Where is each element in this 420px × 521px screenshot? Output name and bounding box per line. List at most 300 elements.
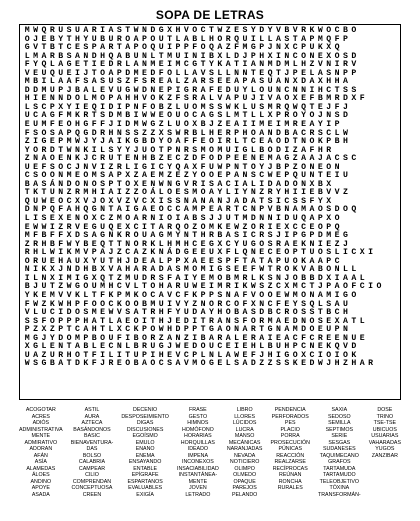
grid-letter: O (292, 308, 298, 318)
grid-letter: N (108, 231, 114, 241)
grid-letter: P (116, 171, 122, 181)
grid-letter: L (250, 111, 256, 121)
grid-letter: T (108, 239, 114, 249)
grid-letter: N (250, 248, 256, 258)
grid-letter: E (24, 120, 30, 130)
grid-letter: B (141, 299, 147, 309)
word-column (227, 407, 263, 513)
grid-letter: S (292, 196, 298, 206)
grid-letter: F (250, 350, 256, 360)
grid-letter: I (24, 273, 30, 283)
grid-letter: X (301, 350, 307, 360)
grid-letter: D (66, 308, 72, 318)
grid-letter: C (292, 51, 298, 61)
grid-letter: J (317, 282, 323, 292)
grid-letter: I (100, 188, 106, 198)
grid-letter: X (217, 239, 223, 249)
grid-letter: D (24, 85, 30, 95)
grid-letter: S (100, 111, 106, 121)
grid-letter: I (208, 265, 214, 275)
grid-letter: R (326, 145, 332, 155)
grid-letter: O (225, 325, 231, 335)
grid-letter: N (150, 214, 156, 224)
grid-letter: P (141, 350, 147, 360)
grid-letter: T (108, 205, 114, 215)
grid-letter: Z (342, 359, 348, 369)
word-list-item: PROSECUCIÓN (270, 439, 310, 446)
grid-letter: Q (100, 239, 106, 249)
grid-letter: U (108, 154, 114, 164)
grid-letter: W (33, 299, 39, 309)
grid-letter: M (66, 111, 72, 121)
word-list-item: ESPARTANOS (127, 478, 163, 485)
grid-letter: I (74, 273, 80, 283)
grid-letter: M (91, 171, 97, 181)
grid-letter: A (267, 256, 273, 266)
grid-letter: B (24, 179, 30, 189)
grid-letter: N (275, 85, 281, 95)
grid-letter: Z (259, 359, 265, 369)
grid-letter: I (183, 273, 189, 283)
grid-letter: N (183, 231, 189, 241)
word-list-item: BIENAVENTURA- (70, 439, 114, 446)
grid-letter: N (175, 333, 181, 343)
grid-letter: H (66, 350, 72, 360)
word-list-item: ENEMA (135, 452, 155, 459)
grid-letter: B (150, 154, 156, 164)
grid-letter: O (125, 214, 131, 224)
grid-letter: A (192, 68, 198, 78)
word-list-item: ASTIL (84, 407, 100, 413)
grid-letter: N (275, 273, 281, 283)
grid-letter: L (234, 333, 240, 343)
grid-letter: H (334, 77, 340, 87)
grid-letter: A (309, 265, 315, 275)
word-column (121, 407, 169, 513)
grid-letter: E (267, 120, 273, 130)
grid-letter: H (74, 205, 80, 215)
grid-letter: F (58, 239, 64, 249)
grid-letter: I (217, 137, 223, 147)
grid-letter: L (49, 77, 55, 87)
grid-letter: I (284, 145, 290, 155)
grid-letter: O (309, 316, 315, 326)
word-list-item: UBICUOS (372, 426, 397, 433)
grid-letter: N (83, 179, 89, 189)
grid-letter: J (100, 137, 106, 147)
grid-letter: K (326, 342, 332, 352)
grid-letter: H (74, 120, 80, 130)
grid-letter: Z (24, 154, 30, 164)
grid-letter: X (150, 196, 156, 206)
grid-letter: X (24, 342, 30, 352)
grid-letter: O (309, 325, 315, 335)
grid-letter: L (158, 256, 164, 266)
grid-letter: M (242, 214, 248, 224)
grid-letter: E (217, 85, 223, 95)
grid-letter: I (234, 282, 240, 292)
grid-letter: U (183, 102, 189, 112)
grid-letter: R (334, 94, 340, 104)
grid-letter: L (33, 273, 39, 283)
grid-letter: J (317, 111, 323, 121)
grid-letter: X (192, 120, 198, 130)
grid-letter: D (275, 60, 281, 70)
grid-letter: A (275, 94, 281, 104)
grid-letter: E (301, 120, 307, 130)
grid-letter: I (33, 94, 39, 104)
grid-letter: K (116, 299, 122, 309)
word-list-item: TRANSFORMÁN- (317, 491, 361, 498)
grid-letter: D (192, 342, 198, 352)
grid-letter: E (175, 316, 181, 326)
grid-letter: R (58, 350, 64, 360)
word-list-item: ADIÓS (32, 420, 50, 426)
grid-letter: M (284, 120, 290, 130)
grid-letter: S (326, 299, 332, 309)
grid-letter: E (33, 68, 39, 78)
grid-letter: E (259, 248, 265, 258)
grid-letter: N (301, 316, 307, 326)
grid-letter: H (108, 282, 114, 292)
grid-letter: N (33, 154, 39, 164)
grid-letter: I (33, 214, 39, 224)
grid-letter: Q (41, 26, 47, 35)
grid-letter: N (225, 316, 231, 326)
grid-letter: C (175, 290, 181, 300)
grid-letter: R (33, 239, 39, 249)
grid-letter: A (200, 85, 206, 95)
grid-letter: A (41, 111, 47, 121)
grid-letter: D (49, 145, 55, 155)
grid-letter: Y (58, 34, 64, 44)
word-list-item: USUARIAS (371, 433, 399, 439)
grid-letter: L (250, 145, 256, 155)
grid-letter: J (342, 239, 348, 249)
grid-letter: O (49, 154, 55, 164)
grid-letter: D (275, 128, 281, 138)
grid-letter: T (24, 188, 30, 198)
grid-letter: Y (317, 120, 323, 130)
grid-letter: N (83, 51, 89, 61)
grid-letter: X (41, 325, 47, 335)
grid-letter: O (66, 333, 72, 343)
grid-letter: E (208, 205, 214, 215)
grid-letter: L (125, 162, 131, 172)
grid-letter: M (292, 282, 298, 292)
grid-letter: Q (309, 299, 315, 309)
grid-letter: R (150, 77, 156, 87)
grid-letter: Q (108, 222, 114, 232)
grid-letter: E (317, 162, 323, 172)
grid-letter: E (234, 26, 240, 35)
grid-letter: B (49, 359, 55, 369)
grid-letter: V (200, 68, 206, 78)
grid-letter: Y (125, 145, 131, 155)
grid-letter: O (208, 154, 214, 164)
grid-letter: A (225, 60, 231, 70)
grid-letter: A (351, 273, 357, 283)
grid-letter: G (301, 231, 307, 241)
grid-letter: P (192, 325, 198, 335)
grid-letter: E (158, 85, 164, 95)
word-list-item: OPAQUE (233, 478, 256, 485)
grid-letter: X (192, 162, 198, 172)
grid-letter: C (217, 342, 223, 352)
grid-letter: Y (250, 26, 256, 35)
grid-letter: F (91, 350, 97, 360)
grid-letter: E (326, 239, 332, 249)
grid-letter: A (183, 205, 189, 215)
grid-letter: O (183, 120, 189, 130)
grid-letter: L (292, 60, 298, 70)
word-list-item: PLACIO (280, 426, 300, 433)
grid-letter: V (133, 196, 139, 206)
grid-letter: D (33, 85, 39, 95)
word-list-item: ASÍA (34, 459, 47, 465)
grid-letter: I (275, 51, 281, 61)
grid-letter: G (83, 273, 89, 283)
grid-letter: A (242, 308, 248, 318)
grid-letter: O (334, 51, 340, 61)
grid-letter: K (125, 137, 131, 147)
grid-letter: G (133, 205, 139, 215)
grid-letter: W (33, 26, 39, 35)
grid-letter: X (284, 282, 290, 292)
grid-letter: P (225, 154, 231, 164)
grid-letter: F (242, 316, 248, 326)
grid-letter: W (317, 359, 323, 369)
grid-letter: O (74, 94, 80, 104)
grid-letter: S (192, 145, 198, 155)
grid-letter: Z (259, 188, 265, 198)
word-list-item: NARANJADAS (226, 446, 263, 452)
grid-letter: O (326, 162, 332, 172)
grid-letter: E (225, 77, 231, 87)
grid-letter: S (275, 359, 281, 369)
grid-letter: V (334, 188, 340, 198)
grid-letter: H (200, 231, 206, 241)
grid-letter: E (284, 316, 290, 326)
grid-letter: Z (41, 299, 47, 309)
grid-letter: D (91, 128, 97, 138)
grid-letter: U (24, 111, 30, 121)
grid-letter: K (116, 231, 122, 241)
grid-letter: G (183, 85, 189, 95)
grid-letter: O (167, 214, 173, 224)
grid-letter: O (292, 350, 298, 360)
grid-letter: R (301, 26, 307, 35)
grid-letter: E (242, 350, 248, 360)
grid-letter: E (292, 239, 298, 249)
grid-letter: D (141, 85, 147, 95)
grid-letter: L (33, 308, 39, 318)
grid-letter: U (49, 85, 55, 95)
grid-letter: E (150, 205, 156, 215)
grid-letter: B (33, 77, 39, 87)
grid-letter: H (158, 350, 164, 360)
grid-letter: O (24, 34, 30, 44)
grid-letter: K (317, 43, 323, 53)
grid-letter: D (225, 85, 231, 95)
grid-letter: C (125, 325, 131, 335)
grid-letter: Z (41, 350, 47, 360)
word-list-item: DECENIO (133, 407, 158, 413)
grid-letter: E (301, 68, 307, 78)
grid-letter: G (141, 162, 147, 172)
grid-letter: F (234, 43, 240, 53)
grid-letter: V (267, 205, 273, 215)
grid-letter: M (91, 308, 97, 318)
grid-letter: G (175, 179, 181, 189)
grid-letter: O (83, 214, 89, 224)
grid-letter: A (116, 265, 122, 275)
grid-letter: G (83, 128, 89, 138)
grid-letter: A (242, 325, 248, 335)
grid-letter: E (125, 154, 131, 164)
grid-letter: V (292, 26, 298, 35)
grid-letter: L (125, 60, 131, 70)
grid-letter: S (100, 179, 106, 189)
grid-letter: E (317, 325, 323, 335)
grid-letter: H (334, 359, 340, 369)
grid-letter: P (242, 77, 248, 87)
grid-letter: H (125, 94, 131, 104)
grid-letter: X (49, 273, 55, 283)
grid-letter: A (167, 333, 173, 343)
grid-letter: S (217, 102, 223, 112)
grid-letter: C (167, 205, 173, 215)
grid-letter: R (141, 239, 147, 249)
word-list-item: AURA (84, 413, 100, 420)
word-list-item: YUGOS (375, 446, 395, 452)
grid-letter: O (326, 265, 332, 275)
grid-letter: V (74, 222, 80, 232)
grid-letter: K (317, 137, 323, 147)
grid-letter: T (141, 282, 147, 292)
grid-letter: X (49, 265, 55, 275)
grid-letter: I (200, 51, 206, 61)
word-list-item: ÁLOES (31, 472, 50, 478)
grid-letter: V (83, 196, 89, 206)
grid-letter: D (192, 308, 198, 318)
grid-letter: V (141, 94, 147, 104)
grid-letter: R (250, 333, 256, 343)
grid-letter: P (74, 316, 80, 326)
grid-letter: G (158, 342, 164, 352)
word-list-item: TÓXINA (329, 485, 350, 491)
grid-letter: B (275, 205, 281, 215)
grid-letter: A (58, 60, 64, 70)
grid-letter: P (225, 162, 231, 172)
grid-letter: A (242, 179, 248, 189)
grid-letter: C (66, 196, 72, 206)
grid-letter: M (41, 85, 47, 95)
grid-letter: L (359, 316, 365, 326)
grid-letter: I (259, 94, 265, 104)
word-list-item: ALAMEDAS (26, 465, 56, 472)
grid-letter: F (100, 290, 106, 300)
grid-letter: O (183, 222, 189, 232)
grid-letter: P (317, 214, 323, 224)
grid-letter: X (116, 325, 122, 335)
grid-letter: P (91, 43, 97, 53)
grid-letter: S (234, 316, 240, 326)
grid-letter: F (192, 43, 198, 53)
grid-letter: O (100, 196, 106, 206)
grid-letter: S (83, 77, 89, 87)
grid-letter: V (267, 94, 273, 104)
grid-letter: A (116, 316, 122, 326)
grid-letter: E (167, 154, 173, 164)
grid-letter: P (326, 256, 332, 266)
grid-letter: E (158, 60, 164, 70)
grid-letter: N (66, 154, 72, 164)
grid-letter: K (259, 273, 265, 283)
grid-letter: I (91, 60, 97, 70)
grid-letter: Z (125, 188, 131, 198)
word-list-item: RONCHA (278, 478, 302, 485)
grid-letter: F (58, 205, 64, 215)
grid-letter: Q (242, 248, 248, 258)
grid-letter: I (150, 350, 156, 360)
grid-letter: N (58, 171, 64, 181)
grid-letter: P (326, 137, 332, 147)
grid-letter: D (183, 316, 189, 326)
word-list-item: GESTO (188, 413, 208, 420)
grid-letter: A (133, 34, 139, 44)
grid-letter: E (242, 333, 248, 343)
grid-letter: Z (58, 282, 64, 292)
grid-letter: G (66, 60, 72, 70)
grid-letter: O (208, 171, 214, 181)
grid-letter: U (158, 34, 164, 44)
grid-letter: N (250, 154, 256, 164)
word-list-item: CONCEPTUOSA (71, 485, 113, 491)
grid-letter: H (342, 137, 348, 147)
grid-letter: V (58, 290, 64, 300)
grid-letter: D (66, 94, 72, 104)
grid-letter: A (167, 265, 173, 275)
grid-letter: J (208, 214, 214, 224)
grid-letter: J (259, 350, 265, 360)
grid-letter: R (108, 43, 114, 53)
grid-letter: E (317, 51, 323, 61)
grid-letter: E (225, 222, 231, 232)
grid-letter: O (150, 282, 156, 292)
grid-letter: T (125, 350, 131, 360)
grid-letter: Y (292, 299, 298, 309)
grid-letter: U (108, 34, 114, 44)
grid-letter: U (183, 308, 189, 318)
grid-letter: U (58, 26, 64, 35)
grid-letter: J (74, 162, 80, 172)
grid-letter: B (208, 51, 214, 61)
grid-letter: R (317, 333, 323, 343)
grid-letter: I (49, 222, 55, 232)
grid-letter: Z (292, 145, 298, 155)
grid-letter: S (267, 273, 273, 283)
grid-letter: P (225, 171, 231, 181)
grid-letter: K (309, 26, 315, 35)
grid-letter: S (167, 359, 173, 369)
grid-letter: U (292, 214, 298, 224)
grid-letter: N (309, 290, 315, 300)
grid-letter: F (225, 248, 231, 258)
grid-letter: Y (317, 196, 323, 206)
grid-letter: C (108, 342, 114, 352)
grid-letter: Z (167, 171, 173, 181)
